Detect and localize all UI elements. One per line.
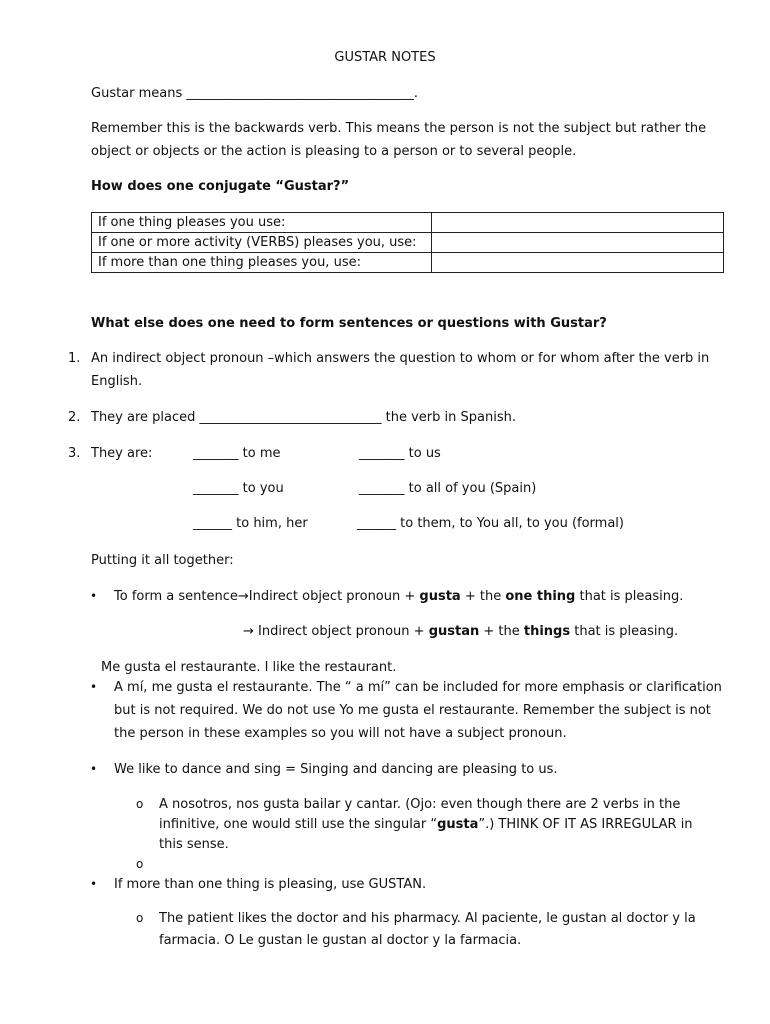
gustar-means-line: Gustar means ___________________________________. — [91, 86, 419, 101]
form-plural-line: → Indirect object pronoun + gustan + the things that is pleasing. — [243, 624, 679, 639]
example-line: Me gusta el restaurante. I like the restaurant. — [101, 660, 397, 675]
bullet-icon: • — [90, 877, 98, 891]
form-sentence-line: To form a sentence→Indirect object pronoun + gusta + the one thing that is pleasing. — [114, 589, 684, 604]
item-1-line-1: An indirect object pronoun –which answers the question to whom or for whom after the verb in — [91, 351, 710, 366]
bullet-icon: • — [90, 762, 98, 776]
bullet-icon: • — [90, 680, 98, 694]
page-title: GUSTAR NOTES — [334, 50, 436, 65]
bullet-icon: • — [90, 589, 98, 603]
pronoun-me: _______ to me — [193, 446, 281, 461]
table-row — [92, 213, 724, 233]
item-2: They are placed ____________________________ the verb in Spanish. — [91, 410, 516, 425]
pronoun-us: _______ to us — [359, 446, 441, 461]
item-3-label: They are: — [91, 446, 153, 461]
sub-bullet-icon: o — [136, 911, 144, 925]
pronoun-him-her: ______ to him, her — [193, 516, 308, 531]
a-mi-line-1: A mí, me gusta el restaurante. The “ a mí” can be included for more emphasis or clarification — [114, 680, 722, 695]
nosotros-line-3: this sense. — [159, 837, 229, 852]
sub-bullet-icon: o — [136, 797, 144, 811]
we-like-line: We like to dance and sing = Singing and dancing are pleasing to us. — [114, 762, 558, 777]
item-number: 3. — [68, 446, 81, 461]
pronoun-all-of-you: _______ to all of you (Spain) — [359, 481, 537, 496]
nosotros-line-1: A nosotros, nos gusta bailar y cantar. (Ojo: even though there are 2 verbs in the — [159, 797, 681, 812]
remember-line-1: Remember this is the backwards verb. This means the person is not the subject but rather the — [91, 121, 707, 136]
a-mi-line-3: the person in these examples so you will not have a subject pronoun. — [114, 726, 567, 741]
table-cell-label: If one thing pleases you use: — [92, 213, 432, 233]
table-row — [92, 233, 724, 253]
putting-together-label: Putting it all together: — [91, 553, 234, 568]
table-cell-label: If one or more activity (VERBS) pleases you, use: — [92, 233, 432, 253]
a-mi-line-2: but is not required. We do not use Yo me gusta el restaurante. Remember the subject is not — [114, 703, 711, 718]
remember-line-2: object or objects or the action is pleasing to a person or to several people. — [91, 144, 577, 159]
what-else-heading: What else does one need to form sentences or questions with Gustar? — [91, 316, 607, 331]
conjugate-heading: How does one conjugate “Gustar?” — [91, 179, 350, 194]
patient-line-2: farmacia. O Le gustan le gustan al doctor y la farmacia. — [159, 933, 522, 948]
sub-bullet-icon: o — [136, 857, 144, 871]
item-number: 1. — [68, 351, 81, 366]
table-cell-label: If more than one thing pleases you, use: — [92, 253, 432, 273]
pronoun-you: _______ to you — [193, 481, 284, 496]
pronoun-them: ______ to them, to You all, to you (formal) — [357, 516, 624, 531]
table-cell-answer[interactable] — [432, 233, 724, 253]
table-cell-answer[interactable] — [432, 253, 724, 273]
more-than-one-line: If more than one thing is pleasing, use GUSTAN. — [114, 877, 427, 892]
patient-line-1: The patient likes the doctor and his pharmacy. Al paciente, le gustan al doctor y la — [159, 911, 696, 926]
nosotros-line-2: infinitive, one would still use the singular “gusta”.) THINK OF IT AS IRREGULAR in — [159, 817, 693, 832]
table-cell-answer[interactable] — [432, 213, 724, 233]
table-row — [92, 253, 724, 273]
item-number: 2. — [68, 410, 81, 425]
conjugation-table — [91, 212, 724, 273]
item-1-line-2: English. — [91, 374, 143, 389]
